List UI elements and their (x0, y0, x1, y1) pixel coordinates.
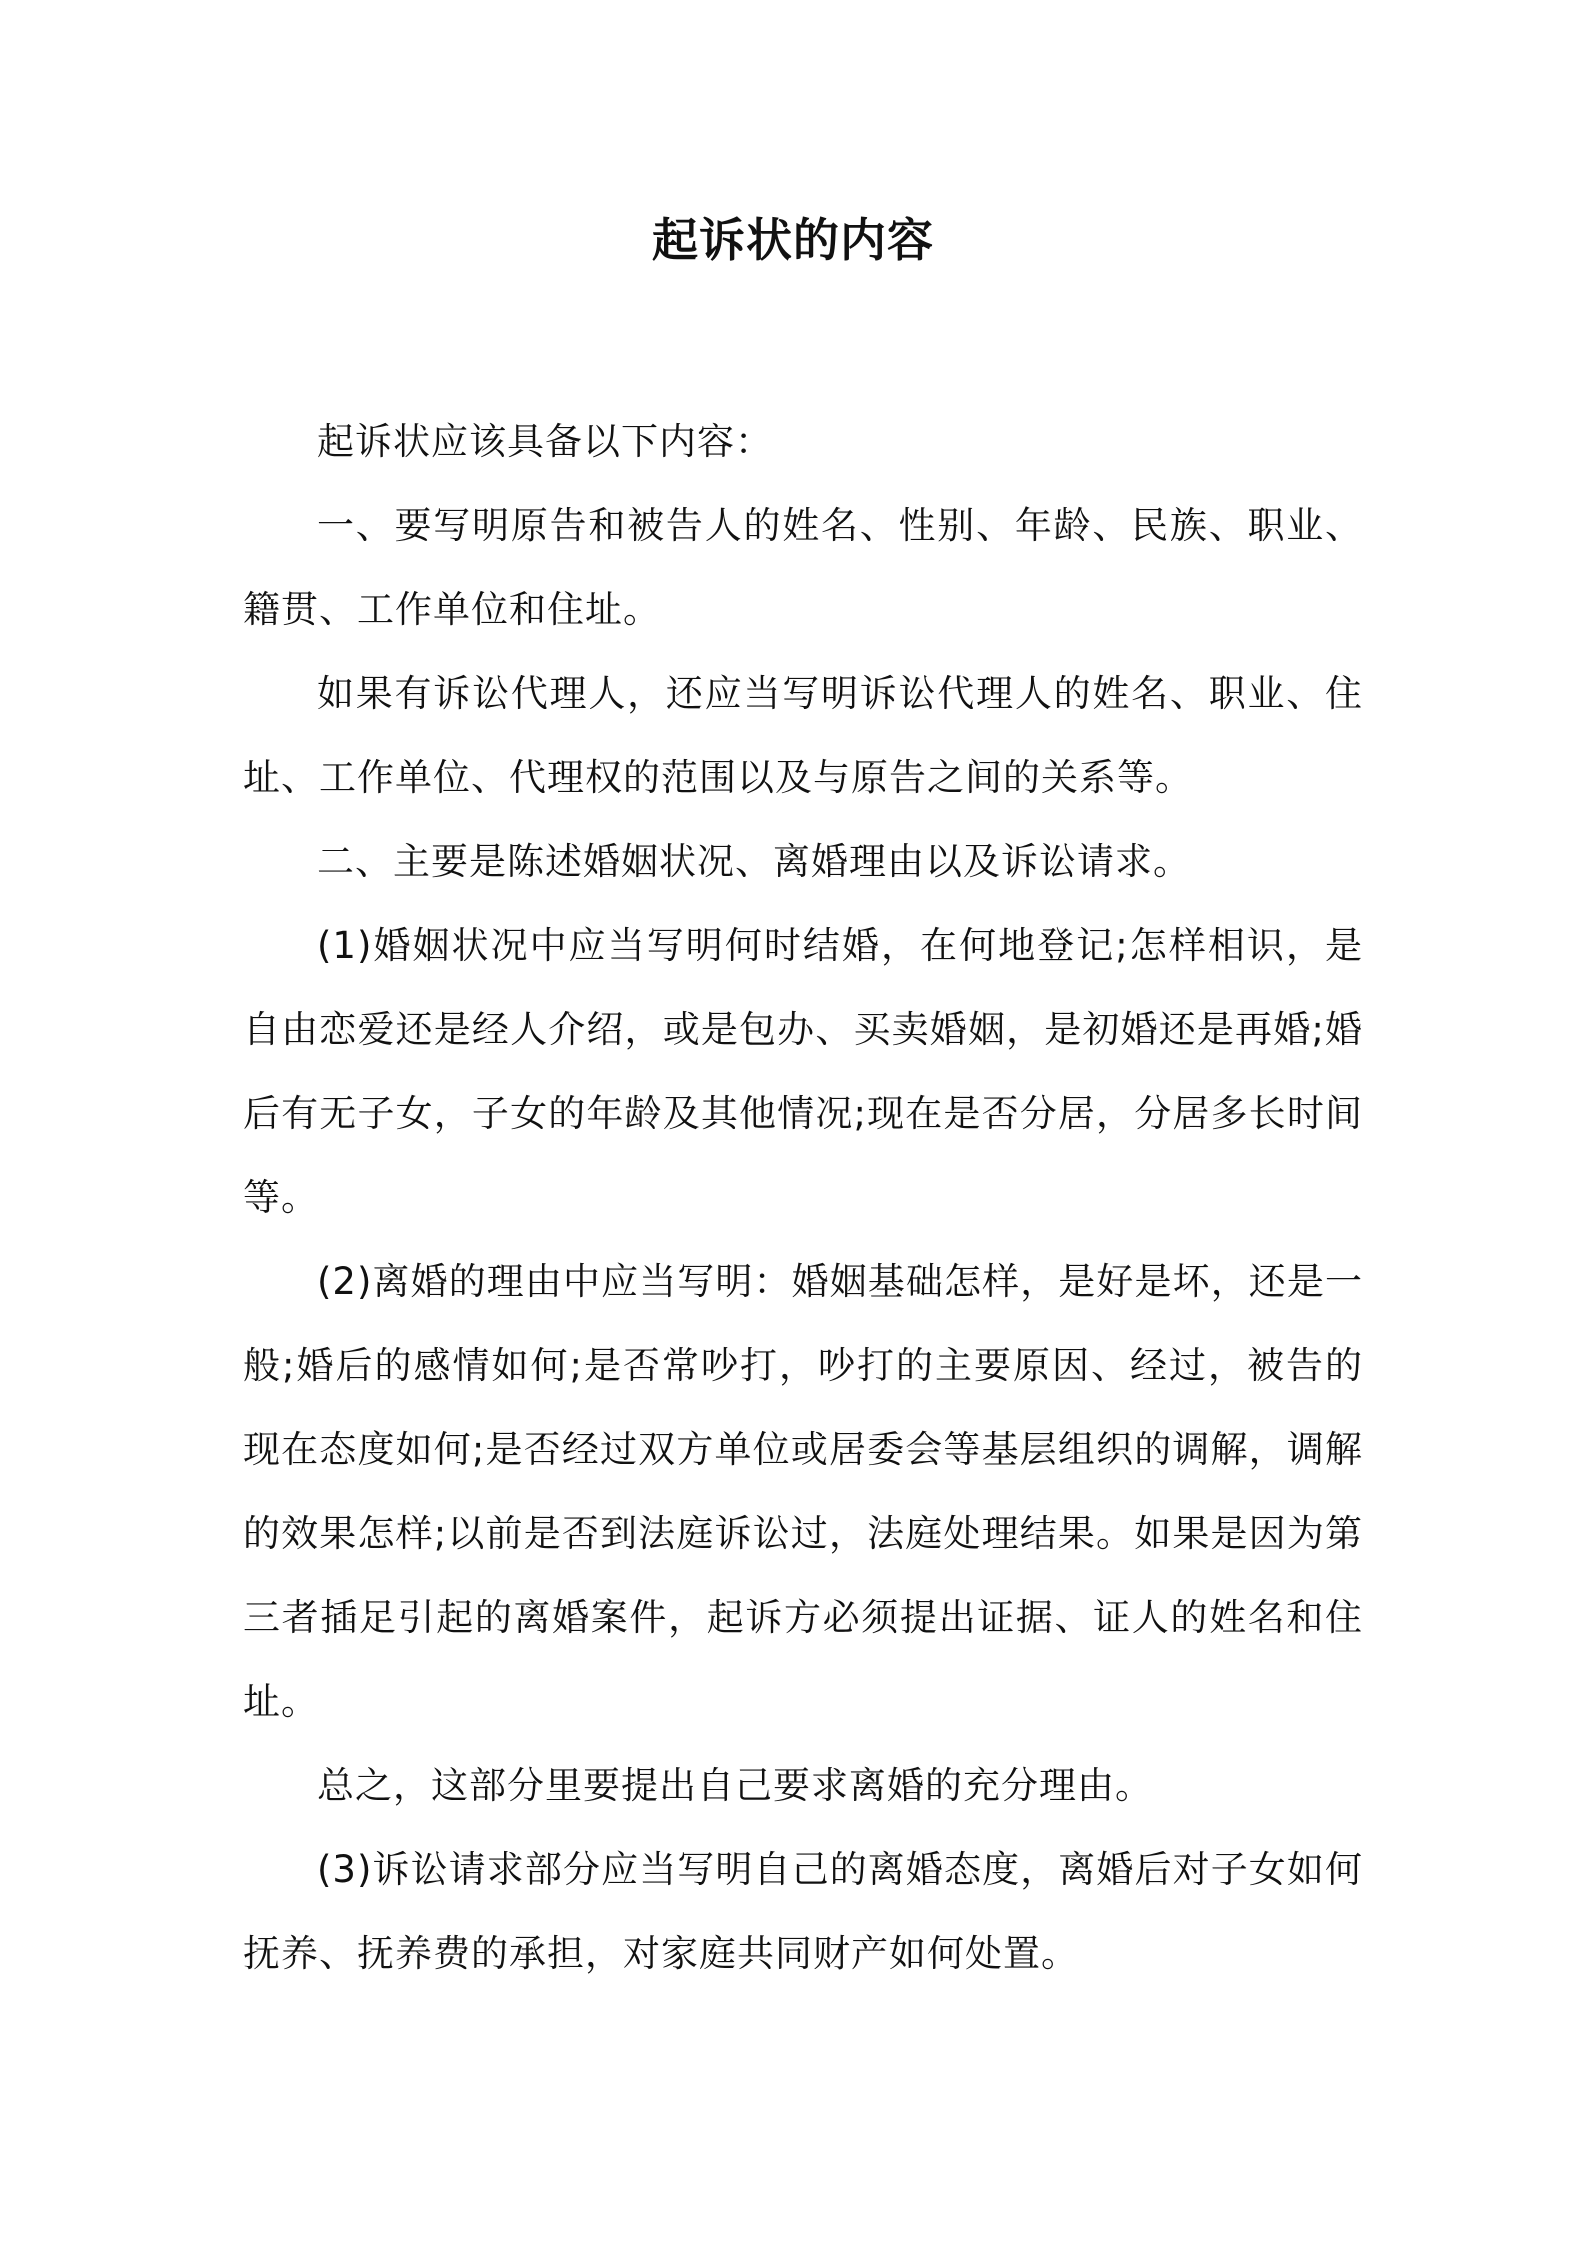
paragraph-divorce-reasons: (2)离婚的理由中应当写明：婚姻基础怎样，是好是坏，还是一般;婚后的感情如何;是否常吵打，吵打的主要原因、经过，被告的现在态度如何;是否经过双方单位或居委会等基层组织的调解，调解的效果怎样;以前是否到法庭诉讼过，法庭处理结果。如果是因为第三者插足引起的离婚案件，起诉方必须提出证据、证人的姓名和住址。 (243, 1260, 1363, 1723)
paragraph-summary: 总之，这部分里要提出自己要求离婚的充分理由。 (317, 1764, 1153, 1807)
document-body (243, 400, 1363, 1996)
paragraph-item-one: 一、要写明原告和被告人的姓名、性别、年龄、民族、职业、籍贯、工作单位和住址。 (243, 504, 1363, 631)
paragraph-marriage-status: (1)婚姻状况中应当写明何时结婚，在何地登记;怎样相识，是自由恋爱还是经人介绍，或是包办、买卖婚姻，是初婚还是再婚;婚后有无子女，子女的年龄及其他情况;现在是否分居，分居多长时间等。 (243, 924, 1363, 1219)
document-title: 起诉状的内容 (652, 213, 934, 267)
paragraph-claims: (3)诉讼请求部分应当写明自己的离婚态度，离婚后对子女如何抚养、抚养费的承担，对家庭共同财产如何处置。 (243, 1848, 1363, 1975)
paragraph-intro: 起诉状应该具备以下内容： (317, 420, 773, 463)
paragraph-item-two: 二、主要是陈述婚姻状况、离婚理由以及诉讼请求。 (317, 840, 1191, 883)
paragraph-agent: 如果有诉讼代理人，还应当写明诉讼代理人的姓名、职业、住址、工作单位、代理权的范围以及与原告之间的关系等。 (243, 672, 1363, 799)
